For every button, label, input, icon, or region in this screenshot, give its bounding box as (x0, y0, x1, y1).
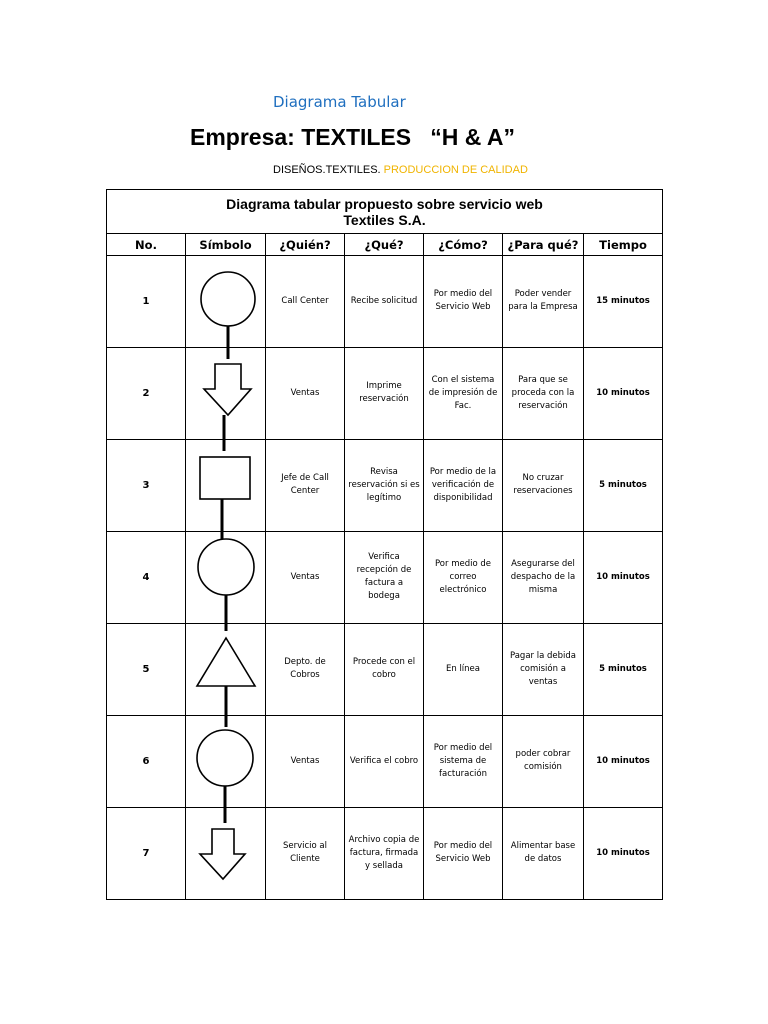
tagline-prefix: DISEÑOS.TEXTILES. (273, 164, 381, 176)
document-subtitle: Diagrama Tabular (273, 93, 406, 111)
cell-que: Procede con el cobro (345, 623, 424, 715)
table-row (107, 255, 663, 347)
cell-no: 7 (107, 807, 186, 899)
cell-tiempo: 5 minutos (584, 439, 663, 531)
cell-para-que: Pagar la debida comisión a ventas (503, 623, 584, 715)
cell-quien: Call Center (266, 255, 345, 347)
cell-tiempo: 10 minutos (584, 347, 663, 439)
cell-symbol (186, 807, 266, 899)
process-table-container (106, 189, 662, 900)
table-row (107, 623, 663, 715)
column-header-tiempo: Tiempo (584, 234, 663, 255)
cell-que: Verifica recepción de factura a bodega (345, 531, 424, 623)
cell-quien: Servicio al Cliente (266, 807, 345, 899)
column-header-simbolo: Símbolo (186, 234, 266, 255)
cell-como: Por medio del Servicio Web (424, 255, 503, 347)
cell-quien: Ventas (266, 715, 345, 807)
cell-no: 3 (107, 439, 186, 531)
cell-no: 6 (107, 715, 186, 807)
table-caption-line1: Diagrama tabular propuesto sobre servicio web (226, 195, 543, 212)
cell-no: 5 (107, 623, 186, 715)
column-header-quien: ¿Quién? (266, 234, 345, 255)
company-title: Empresa: TEXTILES “H & A” (190, 124, 516, 150)
table-row (107, 715, 663, 807)
cell-symbol (186, 623, 266, 715)
cell-tiempo: 15 minutos (584, 255, 663, 347)
tagline (273, 164, 528, 176)
column-header-para-que: ¿Para qué? (503, 234, 584, 255)
cell-quien: Ventas (266, 347, 345, 439)
column-header-como: ¿Cómo? (424, 234, 503, 255)
process-table (106, 189, 663, 900)
cell-que: Archivo copia de factura, firmada y sellada (345, 807, 424, 899)
cell-no: 1 (107, 255, 186, 347)
cell-como: Por medio de la verificación de disponibilidad (424, 439, 503, 531)
cell-para-que: poder cobrar comisión (503, 715, 584, 807)
column-header-no: No. (107, 234, 186, 255)
cell-para-que: Alimentar base de datos (503, 807, 584, 899)
table-row (107, 347, 663, 439)
cell-que: Recibe solicitud (345, 255, 424, 347)
table-row (107, 531, 663, 623)
cell-como: En línea (424, 623, 503, 715)
table-caption-line2: Textiles S.A. (343, 211, 426, 228)
cell-para-que: No cruzar reservaciones (503, 439, 584, 531)
cell-quien: Jefe de Call Center (266, 439, 345, 531)
cell-que: Imprime reservación (345, 347, 424, 439)
cell-quien: Depto. de Cobros (266, 623, 345, 715)
cell-symbol (186, 255, 266, 347)
cell-como: Por medio del sistema de facturación (424, 715, 503, 807)
cell-para-que: Poder vender para la Empresa (503, 255, 584, 347)
cell-symbol (186, 531, 266, 623)
column-header-que: ¿Qué? (345, 234, 424, 255)
cell-para-que: Asegurarse del despacho de la misma (503, 531, 584, 623)
table-row (107, 439, 663, 531)
cell-no: 2 (107, 347, 186, 439)
cell-que: Revisa reservación si es legítimo (345, 439, 424, 531)
cell-para-que: Para que se proceda con la reservación (503, 347, 584, 439)
cell-no: 4 (107, 531, 186, 623)
cell-tiempo: 10 minutos (584, 715, 663, 807)
cell-que: Verifica el cobro (345, 715, 424, 807)
cell-symbol (186, 347, 266, 439)
cell-como: Con el sistema de impresión de Fac. (424, 347, 503, 439)
table-caption (107, 190, 663, 234)
cell-symbol (186, 439, 266, 531)
cell-tiempo: 5 minutos (584, 623, 663, 715)
cell-como: Por medio del Servicio Web (424, 807, 503, 899)
cell-tiempo: 10 minutos (584, 807, 663, 899)
cell-tiempo: 10 minutos (584, 531, 663, 623)
cell-quien: Ventas (266, 531, 345, 623)
cell-symbol (186, 715, 266, 807)
tagline-accent: PRODUCCION DE CALIDAD (383, 164, 528, 176)
table-row (107, 807, 663, 899)
cell-como: Por medio de correo electrónico (424, 531, 503, 623)
table-header-row (107, 234, 663, 255)
